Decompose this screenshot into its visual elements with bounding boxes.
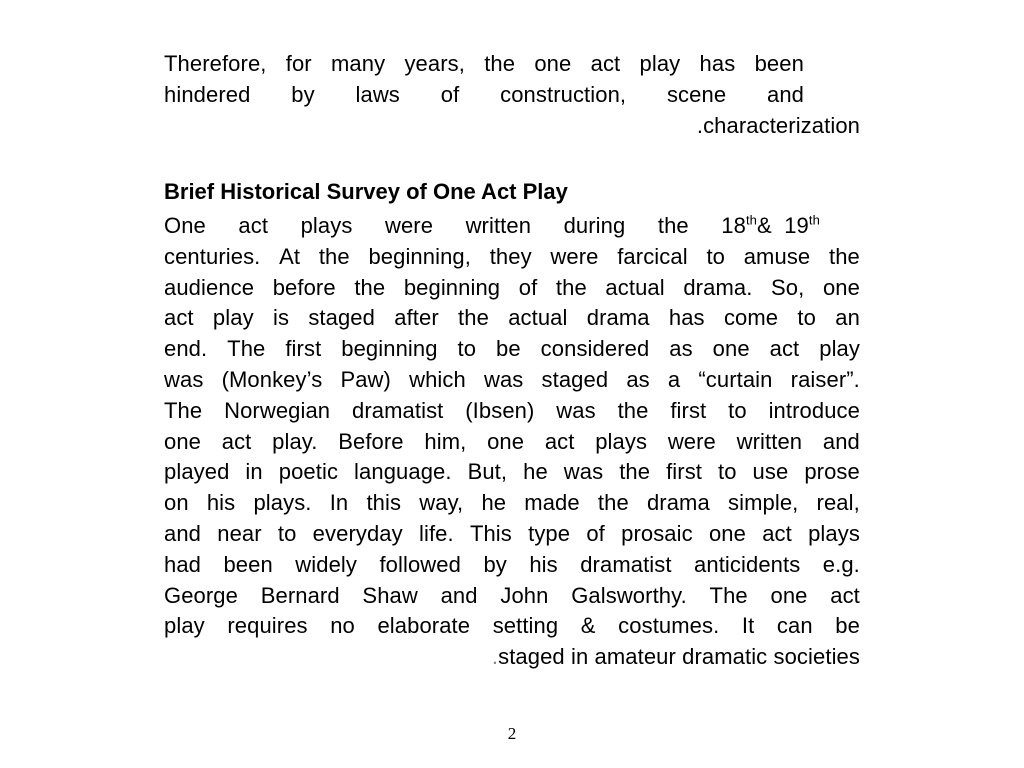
word: use	[752, 459, 789, 485]
body-line	[164, 550, 860, 581]
word: years,	[404, 51, 465, 76]
word: first	[670, 397, 707, 423]
word: actual	[508, 305, 568, 331]
word: Galsworthy.	[571, 582, 687, 608]
word: anticidents	[694, 551, 801, 577]
word: considered	[540, 336, 650, 362]
word: can	[776, 613, 813, 639]
word: farcical	[617, 243, 688, 269]
word: one	[487, 428, 525, 454]
word: and	[164, 520, 202, 546]
word: the	[617, 397, 649, 423]
body-line	[164, 365, 860, 396]
word: The	[227, 336, 266, 362]
word: audience	[164, 274, 255, 300]
word: introduce	[768, 397, 860, 423]
word: act	[221, 428, 252, 454]
word: beginning	[341, 336, 438, 362]
word: the	[484, 51, 516, 76]
word: one	[770, 582, 808, 608]
body-lines	[164, 242, 860, 642]
word: everyday	[312, 520, 403, 546]
word: for	[285, 51, 312, 76]
word: way,	[419, 490, 464, 516]
word: In	[329, 490, 349, 516]
word: has	[668, 305, 705, 331]
body-line	[164, 303, 860, 334]
word: This	[469, 520, 512, 546]
word: he	[481, 490, 507, 516]
word: actual	[605, 274, 665, 300]
word: his	[529, 551, 558, 577]
word: Norwegian	[224, 397, 331, 423]
word: were	[550, 243, 599, 269]
intro-line	[164, 80, 804, 111]
word: play	[164, 613, 205, 639]
word: e.g.	[822, 551, 860, 577]
word: made	[524, 490, 580, 516]
word: act	[830, 582, 860, 608]
word: construction,	[500, 81, 627, 107]
word: one	[822, 274, 860, 300]
word: near	[217, 520, 262, 546]
intro-paragraph	[164, 49, 860, 141]
word: as	[669, 336, 693, 362]
word: is	[272, 305, 290, 331]
word: the	[657, 213, 689, 238]
word: on	[164, 490, 189, 516]
word: So,	[771, 274, 805, 300]
word: first	[285, 336, 322, 362]
word: many	[330, 51, 386, 76]
word: one	[164, 428, 202, 454]
word: plays	[808, 520, 860, 546]
body-line	[164, 519, 860, 550]
word: real,	[816, 490, 860, 516]
word: George	[164, 582, 238, 608]
word: was	[164, 366, 204, 392]
word: type	[528, 520, 571, 546]
body-last-dot: .	[491, 644, 499, 670]
word: of	[518, 274, 538, 300]
body-line	[164, 242, 860, 273]
word: Shaw	[362, 582, 418, 608]
word: beginning,	[368, 243, 471, 269]
body-line	[164, 611, 860, 642]
word: be	[496, 336, 521, 362]
word: play	[819, 336, 860, 362]
body-last-text: staged in amateur dramatic societies	[498, 644, 860, 670]
word: The	[709, 582, 748, 608]
word: Therefore,	[164, 51, 267, 76]
word: drama	[586, 305, 650, 331]
word: Paw)	[340, 366, 391, 392]
word: be	[835, 613, 860, 639]
body-line	[164, 427, 860, 458]
word: by	[483, 551, 507, 577]
word: staged	[541, 366, 609, 392]
word: no	[330, 613, 355, 639]
word: the	[828, 243, 860, 269]
word: act	[238, 213, 269, 238]
word: and	[440, 582, 478, 608]
word: dramatist	[580, 551, 672, 577]
word: had	[164, 551, 202, 577]
word: staged	[308, 305, 375, 331]
word: scene	[666, 81, 727, 107]
word: &	[580, 613, 596, 639]
word: one	[708, 520, 746, 546]
word: to	[457, 336, 477, 362]
word: prose	[804, 459, 860, 485]
word: play	[639, 51, 681, 76]
word: the	[597, 490, 629, 516]
word: a	[667, 366, 681, 392]
word: John	[500, 582, 549, 608]
word: But,	[467, 459, 508, 485]
word: first	[666, 459, 703, 485]
word: drama	[646, 490, 710, 516]
body-line-last	[164, 642, 860, 673]
word: in	[245, 459, 263, 485]
word: play.	[272, 428, 318, 454]
word: was	[563, 459, 604, 485]
word: him,	[424, 428, 467, 454]
word: followed	[379, 551, 461, 577]
word: beginning	[403, 274, 501, 300]
word: come	[723, 305, 779, 331]
word: “curtain	[698, 366, 773, 392]
word: to	[277, 520, 297, 546]
word: one	[712, 336, 750, 362]
word: raiser”.	[790, 366, 860, 392]
intro-line-last	[164, 111, 860, 142]
word: drama.	[683, 274, 753, 300]
word: to	[728, 397, 747, 423]
body-line	[164, 581, 860, 612]
intro-line	[164, 49, 804, 80]
word: which	[409, 366, 466, 392]
word: act	[762, 520, 792, 546]
body-line	[164, 334, 860, 365]
word: act	[164, 305, 194, 331]
word: during	[563, 213, 626, 238]
word: prosaic	[621, 520, 693, 546]
word: Before	[338, 428, 404, 454]
body-line	[164, 273, 860, 304]
word: as	[626, 366, 650, 392]
word: one	[534, 51, 572, 76]
word: of	[440, 81, 460, 107]
word: laws	[355, 81, 400, 107]
body-line	[164, 488, 860, 519]
page-number: 2	[507, 724, 517, 743]
word: (Ibsen)	[465, 397, 535, 423]
word: this	[366, 490, 402, 516]
body-paragraph	[164, 211, 860, 673]
word: were	[667, 428, 716, 454]
word: the	[555, 274, 587, 300]
word: the	[318, 243, 350, 269]
word: was	[483, 366, 524, 392]
word: the	[458, 305, 489, 331]
word: act	[769, 336, 800, 362]
word: hindered	[164, 81, 251, 107]
word: played	[164, 459, 230, 485]
word: elaborate	[377, 613, 471, 639]
word: play	[212, 305, 254, 331]
word: and	[822, 428, 860, 454]
word: The	[164, 397, 203, 423]
word: of	[586, 520, 605, 546]
word: to	[718, 459, 737, 485]
word: has	[699, 51, 736, 76]
word: written	[465, 213, 532, 238]
word: the	[619, 459, 651, 485]
body-line	[164, 396, 860, 427]
word: language.	[354, 459, 452, 485]
word: been	[754, 51, 804, 76]
word: were	[384, 213, 434, 238]
word: It	[741, 613, 755, 639]
century-range: 18th& 19th	[721, 212, 820, 238]
word: poetic	[278, 459, 339, 485]
body-first-line	[164, 211, 820, 242]
word: dramatist	[352, 397, 444, 423]
word: after	[394, 305, 439, 331]
word: they	[489, 243, 532, 269]
word: by	[291, 81, 315, 107]
word: was	[556, 397, 596, 423]
word: costumes.	[618, 613, 720, 639]
word: been	[223, 551, 273, 577]
word: the	[354, 274, 386, 300]
word: written	[736, 428, 803, 454]
word: and	[766, 81, 804, 107]
word: Bernard	[260, 582, 340, 608]
word: life.	[418, 520, 454, 546]
word: widely	[295, 551, 357, 577]
word: plays	[595, 428, 648, 454]
word: One	[164, 213, 206, 238]
intro-last-text: .characterization	[696, 112, 860, 138]
section-heading: Brief Historical Survey of One Act Play	[164, 179, 568, 204]
word: (Monkey’s	[221, 366, 323, 392]
word: requires	[227, 613, 308, 639]
word: to	[706, 243, 725, 269]
word: an	[835, 305, 860, 331]
word: act	[590, 51, 621, 76]
word: to	[797, 305, 816, 331]
word: At	[279, 243, 301, 269]
body-line	[164, 457, 860, 488]
word: amuse	[743, 243, 811, 269]
word: setting	[492, 613, 559, 639]
word: plays.	[253, 490, 312, 516]
word: plays	[300, 213, 353, 238]
word: act	[544, 428, 575, 454]
word: end.	[164, 336, 208, 362]
word: his	[206, 490, 236, 516]
word: centuries.	[164, 243, 261, 269]
word: he	[523, 459, 548, 485]
word: before	[272, 274, 336, 300]
word: simple,	[727, 490, 799, 516]
